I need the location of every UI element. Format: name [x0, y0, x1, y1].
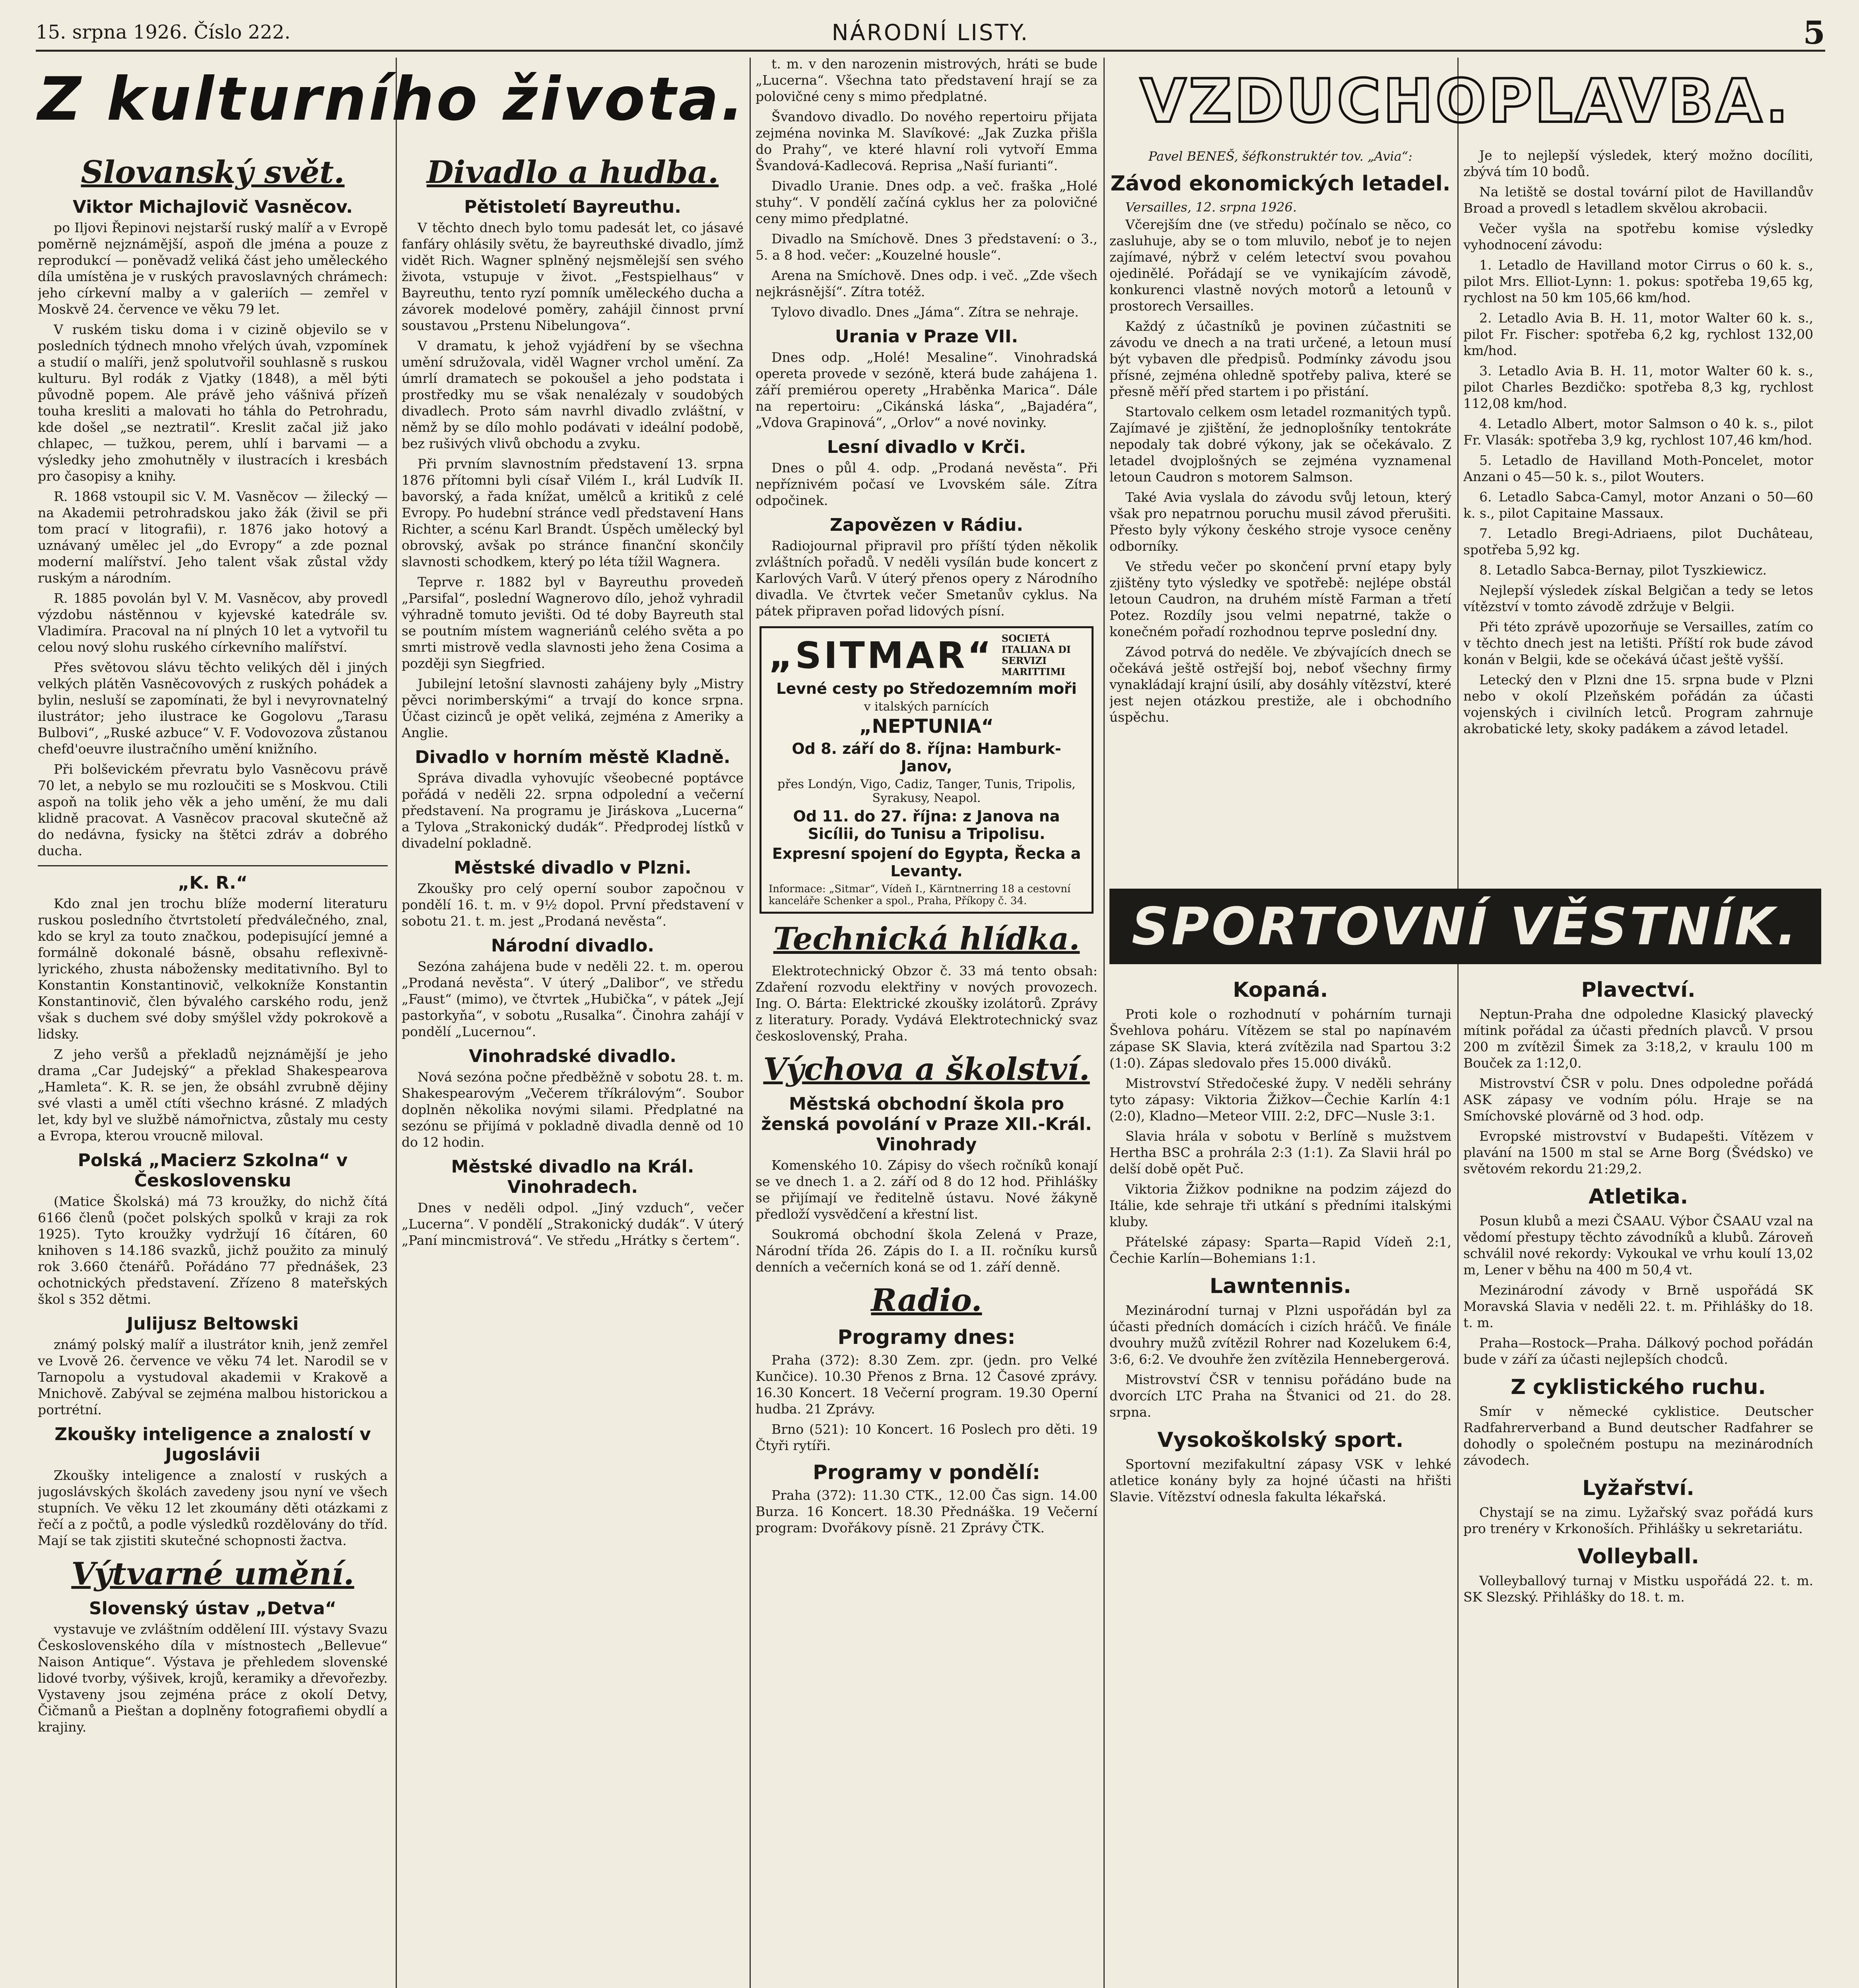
- section-title: Kopaná.: [1233, 978, 1328, 1002]
- article-title: Urania v Praze VII.: [835, 326, 1018, 347]
- paragraph: 2. Letadlo Avia B. H. 11, motor Walter 60 k. s., pilot Fr. Fischer: spotřeba 6,2 kg, rychlost 132,00 km/hod.: [1463, 310, 1813, 358]
- article-title: Městské divadlo na Král. Vinohradech.: [451, 1157, 694, 1197]
- article-body: [756, 1157, 1098, 1275]
- column-4-top: [1109, 147, 1451, 883]
- article-body: [756, 963, 1098, 1044]
- paragraph: V těchto dnech bylo tomu padesát let, co jásavé fanfáry ohlásily světu, že bayreuthské divadlo, jímž vidět Rich. Wagner splněný nejsmělejší sen svého života, vstupuje v život. „Festspielhaus“ v Bayreuthu, tento ryzí pomník uměleckého ducha a závorek modelové poměry, zahájil činnost první soustavou „Prstenu Nibelungova“.: [402, 220, 744, 333]
- paragraph: Posun klubů a mezi ČSAAU. Výbor ČSAAU vzal na vědomí přestupy těchto závodníků a klubů. Zároveň schválil nové rekordy: Vykoukal ve vrhu koulí 13,02 m, Lener v běhu na 400 m 50,4 vt.: [1463, 1213, 1813, 1277]
- article-body: [38, 1336, 388, 1418]
- article-body: [38, 219, 388, 859]
- article-body: [756, 460, 1098, 509]
- article-body: [1109, 1456, 1451, 1505]
- article-body: [1463, 582, 1813, 668]
- section-title: Slovanský svět.: [81, 154, 345, 190]
- paragraph: vystavuje ve zvláštním oddělení III. výstavy Svazu Československého díla v místnostech „Bellevue“ Naison Antique“. Výstava je přehledem slovenské lidové tvorby, výšivek, krojů, keramiky a dřevořezby. Vystaveny jsou zejména práce z okolí Detvy, Čičmanů a Pieštan a doplněny fotografiemi obydlí a krajiny.: [38, 1621, 388, 1735]
- paragraph: Dnes v neděli odpol. „Jiný vzduch“, večer „Lucerna“. V pondělí „Strakonický dudák“. V úterý „Paní mincmistrová“. Ve středu „Hrátky s čertem“.: [402, 1200, 744, 1248]
- paragraph: Radiojournal připravil pro příští týden několik zvláštních pořadů. V neděli vysílán bude koncert z Karlových Varů. V úterý přenos opery z Národního divadla. Ve čtvrtek večer Smetanův cyklus. Na pátek připraven pořad lidových písní.: [756, 538, 1098, 619]
- article-title: Polská „Macierz Szkolna“ v Československu: [78, 1150, 348, 1191]
- article-title: „K. R.“: [178, 873, 248, 893]
- article-body: [1109, 216, 1451, 725]
- column-rule: [750, 58, 751, 1988]
- paragraph: Viktoria Žižkov podnikne na podzim zájezd do Itálie, kde sehraje tři utkání s předními italskými kluby.: [1109, 1181, 1451, 1229]
- paragraph: Mistrovství ČSR v tennisu pořádáno bude na dvorcích LTC Praha na Štvanici od 21. do 28. srpna.: [1109, 1372, 1451, 1420]
- paragraph: 3. Letadlo Avia B. H. 11, motor Walter 60 k. s., pilot Charles Bezdičko: spotřeba 8,3 kg, rychlost 112,08 km/hod.: [1463, 363, 1813, 411]
- paragraph: Ve středu večer po skončení první etapy byly zjištěny tyto výsledky ve spotřebě: nejlépe obstál letoun Caudron, na druhém místě Farman a třetí Potez. Rozdíly jsou velmi nepatrné, takže o konečném pořadí rozhodnou teprve poslední dny.: [1109, 559, 1451, 639]
- article-body: [756, 349, 1098, 431]
- paragraph: Komenského 10. Zápisy do všech ročníků konají se ve dnech 1. a 2. září od 8 do 12 hod. Přihlášky se přijímají ve ředitelně ústavu. Nové žákyně předloží vysvědčení a křestní list.: [756, 1157, 1098, 1222]
- article-body: [38, 1467, 388, 1549]
- column-1: [38, 147, 388, 1988]
- ad-header: [769, 633, 1084, 678]
- paragraph: známý polský malíř a ilustrátor knih, jenž zemřel ve Lvově 26. července ve věku 74 let. Narodil se v Tarnopolu a vystudoval akademii v Krakově a Mnichově. Zabýval se zejména malbou historickou a portrétní.: [38, 1337, 388, 1417]
- article-body: [756, 538, 1098, 619]
- paragraph: Večer vyšla na spotřebu komise výsledky vyhodnocení závodu:: [1463, 221, 1813, 252]
- paragraph: Závod potrvá do neděle. Ve zbývajících dnech se očekává ještě ostřejší boj, neboť všechny firmy vynakládají krajní úsilí, aby dosáhly vítězství, které jest nejen otázkou prestiže, ale i obchodního úspěchu.: [1109, 644, 1451, 725]
- article-body: [38, 1193, 388, 1307]
- article-title: Lesní divadlo v Krči.: [827, 437, 1026, 457]
- section-title: Divadlo a hudba.: [426, 154, 719, 190]
- column-2: [402, 147, 744, 1988]
- article-title: Viktor Michajlovič Vasněcov.: [72, 197, 353, 217]
- section-title: Výchova a školství.: [763, 1051, 1090, 1087]
- paragraph: Při prvním slavnostním představení 13. srpna 1876 přítomni byli císař Vilém I., král Ludvík II. bavorský, a řada knížat, umělců a kritiků z celé Evropy. Po hudební stránce vedl představení Hans Richter, a scénu Karl Brandt. Úspěch umělecký byl obrovský, avšak po stránce finanční skončily slavnosti schodkem, který po léta tížil Wagnera.: [402, 456, 744, 569]
- paragraph: Proti kole o rozhodnutí v pohárním turnaji Švehlova poháru. Vítězem se stal po napínavém zápase SK Slavia, která zvítězila nad Spartou 3:2 (1:0). Zápas sledovalo přes 15.000 diváků.: [1109, 1006, 1451, 1071]
- paragraph: Mistrovství ČSR v polu. Dnes odpoledne pořádá ASK zápasy ve vodním pólu. Hraje se na Smíchovské plovárně od 3 hod. odp.: [1463, 1076, 1813, 1124]
- issue-date: 15. srpna 1926. Číslo 222.: [36, 21, 291, 43]
- paragraph: Zkoušky inteligence a znalostí v ruských a jugoslávských školách zavedeny jsou nyní ve všech stupních. Ve věku 12 let zkoumány děti otázkami z řečí a z počtů, a podle výsledků rozdělovány do tříd. Mají se tak zjistiti skutečné schopnosti žactva.: [38, 1468, 388, 1548]
- paragraph: Neptun-Praha dne odpoledne Klasický plavecký mítink pořádal za účasti předních plavců. V prsou 200 m zvítězil Šimek za 3:18,2, v kraulu 100 m Bouček za 1:12,0.: [1463, 1006, 1813, 1071]
- paragraph: Správa divadla vyhovujíc všeobecné poptávce pořádá v neděli 22. srpna odpolední a večerní představení. Na programu je Jiráskova „Lucerna“ a Tylova „Strakonický dudák“. Předprodej lístků v divadelní pokladně.: [402, 770, 744, 851]
- article-body: [756, 56, 1098, 320]
- ad-contact: Informace: „Sitmar“, Vídeň I., Kärntnerring 18 a cestovní kanceláře Schenker a spol., Praha, Příkopy č. 34.: [769, 883, 1071, 907]
- section-title: Lyžařství.: [1582, 1476, 1694, 1500]
- paragraph: Praha—Rostock—Praha. Dálkový pochod pořádán bude v září za účasti nejlepších chodců.: [1463, 1335, 1813, 1367]
- article-body: [402, 1200, 744, 1248]
- paragraph: Kdo znal jen trochu blíže moderní literaturu ruskou posledního čtvrtstoletí předválečného, znal, kdo se kryl za touto značkou, podepisující jemné a formálně dokonalé básně, obsahu reflexivně-lyrického, zhusta nábožensky meditativního. Byl to Konstantin Konstantinovič, velkokníže Konstantin Konstantinovič, člen bývalého carského rodu, jenž však s duchem své doby smýšlel vždy pokrokově a lidsky.: [38, 896, 388, 1042]
- article-body: [1463, 1403, 1813, 1468]
- paragraph: 8. Letadlo Sabca-Bernay, pilot Tyszkiewicz.: [1479, 562, 1767, 578]
- article-body: [756, 1352, 1098, 1454]
- section-title: Volleyball.: [1577, 1545, 1699, 1569]
- paragraph: Jubilejní letošní slavnosti zahájeny byly „Mistry pěvci norimberskými“ a trvají do konce srpna. Účast cizinců je opět veliká, zejména z Ameriky a Anglie.: [402, 676, 744, 740]
- paragraph: Sezóna zahájena bude v neděli 22. t. m. operou „Prodaná nevěsta“. V úterý „Dalibor“, ve středu „Faust“ (mimo), ve čtvrtek „Hubička“, v pátek „Její pastorkyňa“, v sobotu „Rusalka“. Činohra zahájí v pondělí „Lucernou“.: [402, 959, 744, 1039]
- article-body: [402, 880, 744, 929]
- article-title: Julijusz Beltowski: [126, 1314, 299, 1334]
- paragraph: Praha (372): 8.30 Zem. zpr. (jedn. pro Velké Kunčice). 10.30 Přenos z Brna. 12 Časové zprávy. 16.30 Koncert. 18 Večerní program. 19.30 Operní hudba. 21 Zprávy.: [756, 1352, 1098, 1417]
- article-body: [402, 958, 744, 1040]
- paragraph: Startovalo celkem osm letadel rozmanitých typů. Zajímavé je zjištění, že jednoplošníky tentokráte nepodaly tak dobré výkony, jak se očekávalo. Z letadel dvojplošných se zejména vyznamenal letoun Caudron s motorem Salmson.: [1109, 404, 1451, 485]
- paragraph: Volleyballový turnaj v Mistku uspořádá 22. t. m. SK Slezský. Přihlášky do 18. t. m.: [1463, 1573, 1813, 1605]
- section-title: Plavectví.: [1581, 978, 1696, 1002]
- article-title: Zkoušky inteligence a znalostí v Jugoslávii: [54, 1424, 371, 1465]
- ad-express: Expresní spojení do Egypta, Řecka a Levanty.: [772, 845, 1081, 880]
- paragraph: Také Avia vyslala do závodu svůj letoun, který však pro nepatrnou poruchu musil závod přerušiti. Přesto byly výkony českého stroje vysoce ceněny odborníky.: [1109, 489, 1451, 554]
- sport-banner: SPORTOVNÍ VĚSTNÍK.: [1109, 889, 1821, 964]
- article-title: Pětistoletí Bayreuthu.: [464, 197, 681, 217]
- article-title: Zapovězen v Rádiu.: [829, 515, 1024, 535]
- paragraph: Na letiště se dostal tovární pilot de Havillandův Broad a provedl s letadlem skvělou akrobacii.: [1463, 184, 1813, 216]
- article-body: [1109, 1006, 1451, 1266]
- paragraph: R. 1868 vstoupil sic V. M. Vasněcov — žilecký — na Akademii petrohradskou jako žák (živil se při tom prací v litografii), r. 1876 jako hotový a uznávaný umělec jel „do Evropy“ a zde poznal moderní malířství. Jeho talent však zůstal vždy ruským a národním.: [38, 489, 388, 586]
- dateline: Versailles, 12. srpna 1926.: [1125, 200, 1297, 215]
- paragraph: Teprve r. 1882 byl v Bayreuthu provedeň „Parsifal“, poslední Wagnerovo dílo, jehož vyhradil výhradně tomuto jevišti. Od té doby Bayreuth stal se poutním místem wagneriánů celého světa a po smrti mistrově vedla slavnosti jeho žena Cosima a později syn Siegfried.: [402, 574, 744, 671]
- article-body: [1463, 1006, 1813, 1177]
- article-title: Vinohradské divadlo.: [468, 1046, 677, 1066]
- section-title: Atletika.: [1588, 1185, 1688, 1209]
- ad-dates: Od 8. září do 8. října: Hamburk-Janov,: [792, 740, 1061, 775]
- article-body: [1463, 1573, 1813, 1605]
- paragraph: Elektrotechnický Obzor č. 33 má tento obsah: Zdaření rozvodu elektřiny v nových provozech. Ing. O. Bárta: Elektrické zkoušky izolátorů. Zprávy z literatury. Porady. Vydává Elektrotechnický svaz československý, Praha.: [756, 963, 1098, 1044]
- paragraph: Divadlo Uranie. Dnes odp. a več. fraška „Holé stuhy“. V pondělí začíná cyklus her za polovičné ceny mimo předplatné.: [756, 178, 1098, 226]
- article-body: [38, 895, 388, 1144]
- section-title: Lawntennis.: [1210, 1274, 1351, 1298]
- aviation-banner: VZDUCHOPLAVBA.: [1140, 67, 1791, 136]
- paragraph: Při bolševickém převratu bylo Vasněcovu právě 70 let, a nebylo se mu rozloučiti se s Moskvou. Ctili aspoň na tolik jeho věk a jeho umění, že mu dali klidně pracovat. A Vasněcov pracoval skutečně až do nedávna, fysicky na štětci zdráv a dobrého ducha.: [38, 761, 388, 858]
- paragraph: Zkoušky pro celý operní soubor započnou v pondělí 16. t. m. v 9½ dopol. První představení v sobotu 21. t. m. jest „Prodaná nevěsta“.: [402, 881, 744, 929]
- article-body: [402, 1069, 744, 1150]
- column-3: [756, 56, 1098, 1988]
- paragraph: 4. Letadlo Albert, motor Salmson o 40 k. s., pilot Fr. Vlasák: spotřeba 3,9 kg, rychlost 107,46 km/hod.: [1463, 416, 1813, 448]
- results-list: [1463, 257, 1813, 578]
- paragraph: Evropské mistrovství v Budapešti. Vítězem v plavání na 1500 m stal se Arne Borg (Švédsko) ve světovém rekordu 21:29,2.: [1463, 1128, 1813, 1176]
- paragraph: Každý z účastníků je povinen zúčastniti se závodu ve dnech a na trati určené, a letoun musí být vybaven dle předpisů. Podmínky závodu jsou přísné, zejména ohledně spotřeby paliva, které se přesně měří před startem i po přistání.: [1109, 318, 1451, 399]
- article-title: Slovenský ústav „Detva“: [89, 1598, 337, 1619]
- paragraph: Nejlepší výsledek získal Belgičan a tedy se letos vítězství v tomto závodě zdržuje v Belgii.: [1463, 582, 1813, 614]
- article-body: [1109, 1302, 1451, 1420]
- article-body: [1463, 1213, 1813, 1367]
- article-body: [1463, 147, 1813, 253]
- column-rule: [1457, 58, 1459, 1988]
- paragraph: Arena na Smíchově. Dnes odp. i več. „Zde všech nejkrásnější“. Zítra totéž.: [756, 268, 1098, 299]
- column-rule: [396, 58, 397, 1988]
- paragraph: Soukromá obchodní škola Zelená v Praze, Národní třída 26. Zápis do I. a II. ročníku kursů denních a večerních koná se od 1. září denně.: [756, 1227, 1098, 1275]
- section-title: Výtvarné umění.: [71, 1556, 354, 1592]
- article-body: [402, 219, 744, 741]
- section-title: Radio.: [871, 1282, 982, 1318]
- paragraph: Dnes odp. „Holé! Mesaline“. Vinohradská opereta provede v sezóně, která bude zahájena 1. září premiérou operety „Hraběnka Marica“. Dále na repertoiru: „Cikánská láska“, „Bajadéra“, „Vdova Grapinová“, „Orlov“ a nové novinky.: [756, 349, 1098, 430]
- paragraph: R. 1885 povolán byl V. M. Vasněcov, aby provedl výzdobu nástěnnou v kyjevské katedrále sv. Vladimíra. Pracoval na ní plných 10 let a vytvořil tu celou nový slohu ruského církevního malířství.: [38, 590, 388, 655]
- paragraph: 1. Letadlo de Havilland motor Cirrus o 60 k. s., pilot Mrs. Elliot-Lynn: 1. pokus: spotřeba 19,65 kg, rychlost na 50 km 105,66 km/hod.: [1463, 257, 1813, 305]
- column-rule: [1103, 58, 1105, 1988]
- paragraph: Včerejším dne (ve středu) počínalo se něco, co zasluhuje, aby se o tom mluvilo, neboť je to nejen zajímavé, nýbrž v celém letectví svou povahou ojedinělé. Pořádají se ve vynikajícím závodě, konkurenci vlastně nových motorů a letounů v prostorech Versailles.: [1109, 217, 1451, 314]
- news-item: Letecký den v Plzni dne 15. srpna bude v Plzni nebo v okolí Plzeňském pořádán za účasti vojenských i civilních letců. Program zahrnuje akrobatické lety, skoky padákem a závod letadel.: [1463, 672, 1813, 736]
- paragraph: 7. Letadlo Bregi-Adriaens, pilot Duchâteau, spotřeba 5,92 kg.: [1463, 526, 1813, 557]
- paragraph: Nová sezóna počne předběžně v sobotu 28. t. m. Shakespearovým „Večerem tříkrálovým“. Soubor doplněn několika novými silami. Předplatné na sezónu se přijímá v pokladně divadla denně od 10 do 12 hodin.: [402, 1069, 744, 1150]
- paragraph: V dramatu, k jehož vyjádření by se všechna umění sdružovala, viděl Wagner vrchol umění. Za úmrlí dramatech se pokoušel a jeho podstata i prostředky mu se však nenalézaly v soudobých divadlech. Proto sám navrhl divadlo zvláštní, v němž by se dílo mohlo podávati v ideální podobě, bez rušivých vlivů obchodu a zvyku.: [402, 338, 744, 451]
- radio-heading: Programy dnes:: [837, 1326, 1016, 1349]
- sitmar-advertisement: [760, 626, 1094, 914]
- column-5-top: [1463, 147, 1813, 883]
- page-number: 5: [1803, 14, 1825, 51]
- ad-tagline: Levné cesty po Středozemním moři: [776, 680, 1077, 697]
- ad-brand: „SITMAR“: [769, 634, 994, 677]
- paragraph: (Matice Školská) má 73 kroužky, do nichž čítá 6166 členů (počet polských spolků v kraji za rok 1925). Tyto kroužky vydržují 16 čítáren, 60 knihoven s 14.186 svazků, jichž použito za minulý rok 3.660 čtenářů. Pořádáno 77 přednášek, 23 ochotnických představení. Zřízeno 8 mateřských škol s 352 dětmi.: [38, 1194, 388, 1307]
- ad-route: přes Londýn, Vigo, Cadiz, Tanger, Tunis, Tripolis, Syrakusy, Neapol.: [777, 777, 1076, 805]
- paragraph: Brno (521): 10 Koncert. 16 Poslech pro děti. 19 Čtyři rytíři.: [756, 1421, 1098, 1453]
- paragraph: Při této zprávě upozorňuje se Versailles, zatím co v těchto dnech jest na letišti. Příští rok bude závod konán v Belgii, kde se očekává účast ještě vyšší.: [1463, 619, 1813, 667]
- culture-banner: Z kulturního života.: [38, 65, 746, 134]
- section-title: Vysokoškolský sport.: [1157, 1428, 1404, 1452]
- divider: [38, 865, 388, 866]
- paragraph: Mezinárodní turnaj v Plzni uspořádán byl za účasti předních domácích i cizích hráčů. Ve finále dvouhry mužů zvítězil Rohrer nad Kozelukem 6:4, 3:6, 6:2. Ve dvouhře žen zvítězila Hennebergerová.: [1109, 1303, 1451, 1367]
- paragraph: Dnes o půl 4. odp. „Prodaná nevěsta“. Při nepříznivém počasí ve Lvovském sále. Zítra odpočinek.: [756, 460, 1098, 508]
- ad-ship-name: „NEPTUNIA“: [859, 715, 994, 738]
- paragraph: Sportovní mezifakultní zápasy VSK v lehké atletice konány byly za hojné účasti na hřišti Slavie. Vítězství odnesla fakulta lékařská.: [1109, 1456, 1451, 1505]
- column-4-sport: [1109, 970, 1451, 1988]
- paragraph: t. m. v den narozenin mistrových, hráti se bude „Lucerna“. Všechna tato představení hrají se za polovičné ceny s mimo předplatné.: [756, 56, 1098, 104]
- radio-heading: Programy v pondělí:: [813, 1461, 1040, 1484]
- paragraph: Mezinárodní závody v Brně uspořádá SK Moravská Slavia v neděli 22. t. m. Přihlášky do 18. t. m.: [1463, 1282, 1813, 1330]
- paragraph: 6. Letadlo Sabca-Camyl, motor Anzani o 50—60 k. s., pilot Capitaine Massaux.: [1463, 489, 1813, 521]
- article-title: Národní divadlo.: [491, 936, 655, 956]
- article-body: [756, 1487, 1098, 1536]
- article-title: Městské divadlo v Plzni.: [454, 858, 692, 878]
- ad-company: SOCIETÁ ITALIANA DI SERVIZI MARITTIMI: [1001, 633, 1071, 678]
- paragraph: 5. Letadlo de Havilland Moth-Poncelet, motor Anzani o 45—50 k. s., pilot Wouters.: [1463, 452, 1813, 484]
- paragraph: Slavia hrála v sobotu v Berlíně s mužstvem Hertha BSC a prohrála 2:3 (1:1). Za Slavii hrál po delší době opět Puč.: [1109, 1128, 1451, 1176]
- paragraph: V ruském tisku doma i v cizině objevilo se v posledních týdnech mnoho vřelých úvah, vzpomínek a studií o malíři, jenž spolutvořil souhlasně s ruskou kulturu. Byl rodák z Vjatky (1848), a měl býti původně popem. Ale právě jeho vášnivá přízeň touha kresliti a malovati ho táhla do Petrohradu, kde došel „se neztratil“. Kreslit začal již jako chlapec, — tužkou, perem, uhlí i barvami — a výsledky jeho zmohutněly v ilustracích i kresbách pro časopisy a knihy.: [38, 322, 388, 484]
- paragraph: Mistrovství Středočeské župy. V neděli sehrány tyto zápasy: Viktoria Žižkov—Čechie Karlín 4:1 (2:0), Kladno—Meteor VIII. 2:2, DFC—Nusle 3:1.: [1109, 1076, 1451, 1124]
- paragraph: Švandovo divadlo. Do nového repertoiru přijata zejména novinka M. Slavíkové: „Jak Zuzka přišla do Prahy“, ve které hlavní roli vytvoří Emma Švandová-Kadlecová. Reprisa „Naší furianti“.: [756, 109, 1098, 173]
- article-body: [1463, 1504, 1813, 1537]
- paragraph: Přes světovou slávu těchto velikých děl i jiných velkých plátěn Vasněcovových z ruských pohádek a bylin, nesluší se zapomínati, že byl i nevyrovnatelný ilustrátor; jeho ilustrace ke Gogolovu „Tarasu Bulbovi“, „Ruské azbuce“ V. F. Vodovozova zůstanou chefd'oeuvre ilustračního umění knižního.: [38, 660, 388, 757]
- section-title: Technická hlídka.: [773, 921, 1080, 957]
- ad-dates: Od 11. do 27. října: z Janova na Sicílii, do Tunisu a Tripolisu.: [793, 808, 1060, 843]
- paragraph: Tylovo divadlo. Dnes „Jáma“. Zítra se nehraje.: [771, 304, 1079, 320]
- paragraph: Praha (372): 11.30 CTK., 12.00 Čas sign. 14.00 Burza. 16 Koncert. 18.30 Přednáška. 19 Večerní program: Dvořákovy písně. 21 Zprávy ČTK.: [756, 1487, 1098, 1536]
- page-header: [36, 14, 1825, 52]
- paragraph: Přátelské zápasy: Sparta—Rapid Vídeň 2:1, Čechie Karlín—Bohemians 1:1.: [1109, 1234, 1451, 1266]
- article-body: [402, 770, 744, 851]
- article-title: Divadlo v horním městě Kladně.: [415, 747, 730, 767]
- section-title: Z cyklistického ruchu.: [1511, 1375, 1766, 1399]
- byline: Pavel BENEŠ, šéfkonstruktér tov. „Avia“:: [1148, 149, 1412, 164]
- paragraph: Smír v německé cyklistice. Deutscher Radfahrerverband a Bund deutscher Radfahrer se dohodly o společném postupu na mezinárodních závodech.: [1463, 1404, 1813, 1468]
- masthead: NÁRODNÍ LISTY.: [831, 20, 1030, 46]
- article-title: Městská obchodní škola pro ženská povolání v Praze XII.-Král. Vinohrady: [761, 1094, 1092, 1155]
- paragraph: Divadlo na Smíchově. Dnes 3 představení: o 3., 5. a 8 hod. večer: „Kouzelné housle“.: [756, 231, 1098, 263]
- paragraph: Chystají se na zimu. Lyžařský svaz pořádá kurs pro trenéry v Krkonoších. Přihlášky u sekretariátu.: [1463, 1505, 1813, 1536]
- article-body: [38, 1621, 388, 1735]
- article-title: Závod ekonomických letadel.: [1110, 172, 1451, 196]
- paragraph: po Iljovi Řepinovi nejstarší ruský malíř a v Evropě poměrně nejznámější, aspoň dle jména a pouze z reprodukcí — poněvadž veliká část jeho uměleckého díla umístěna je v ruských pravoslavných chrámech: jeho církevní malby a v galeriích — zemřel v Moskvě 24. července ve věku 79 let.: [38, 220, 388, 317]
- paragraph: Je to nejlepší výsledek, který možno docíliti, zbývá tím 10 bodů.: [1463, 148, 1813, 179]
- ad-subline: v italských parnících: [864, 700, 989, 714]
- column-5-sport: [1463, 970, 1813, 1988]
- paragraph: Z jeho veršů a překladů nejznámější je jeho drama „Car Judejský“ a překlad Shakespearova „Hamleta“. K. R. se jen, že obsáhl zvrubně dějiny své vlasti a uměl ctíti všechno krásné. Z mladých let, kdy byl ve službě námořnictva, zůstaly mu cesty a Evropa, kterou vroucně miloval.: [38, 1046, 388, 1143]
